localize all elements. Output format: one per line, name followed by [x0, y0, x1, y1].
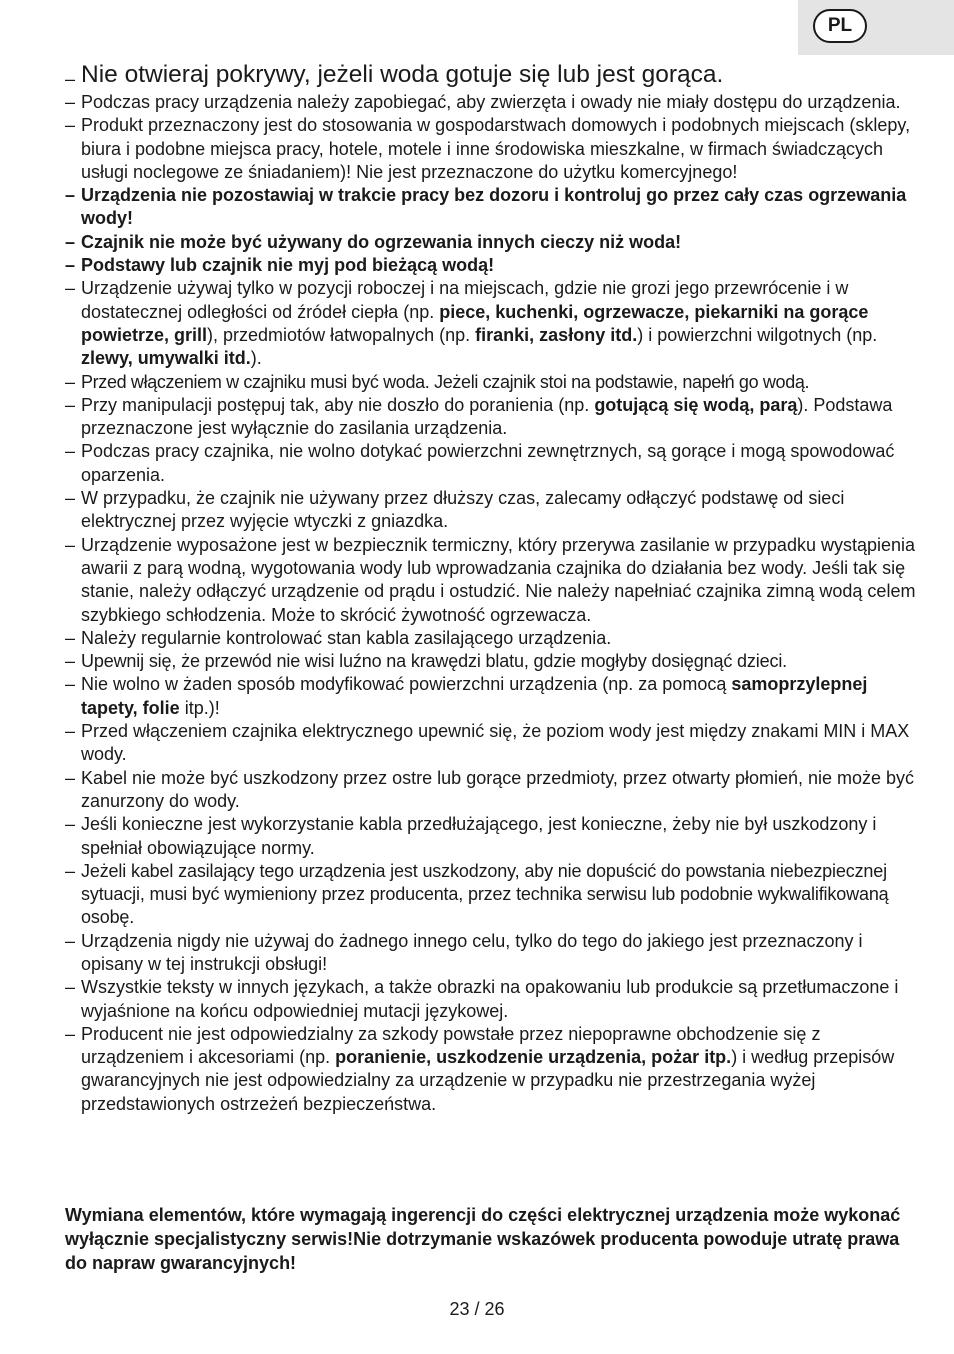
list-item: – Czajnik nie może być używany do ogrzewania innych cieczy niż woda!: [65, 231, 682, 252]
language-tab: [798, 0, 954, 55]
list-item: – Producent nie jest odpowiedzialny za szkody powstałe przez niepoprawne obchodzenie się z urządzeniem i akcesoriami (np. poranienie, uszkodzenie urządzenia, pożar itp.) i według przepisów gwarancyjnych nie jest odpowiedzialny za urządzenie w przypadku nie przestrzegania wyżej przedstawionych ostrzeżeń bezpieczeństwa.: [65, 1023, 895, 1114]
list-item: – Wszystkie teksty w innych językach, a także obrazki na opakowaniu lub produkcie są przetłumaczone i wyjaśnione na końcu odpowiedniej mutacji językowej.: [65, 977, 899, 1021]
list-item: – Urządzenia nigdy nie używaj do żadnego innego celu, tylko do tego do jakiego jest przeznaczony i opisany w tej instrukcji obsługi!: [65, 930, 863, 974]
list-item: – Podczas pracy urządzenia należy zapobiegać, aby zwierzęta i owady nie miały dostępu do urządzenia.: [65, 92, 901, 112]
list-item: – W przypadku, że czajnik nie używany przez dłuższy czas, zalecamy odłączyć podstawę od sieci elektrycznej przez wyjęcie wtyczki z gniazdka.: [65, 488, 845, 532]
list-item: – Podczas pracy czajnika, nie wolno dotykać powierzchni zewnętrznych, są gorące i mogą spowodować oparzenia.: [65, 441, 895, 485]
list-item: – Nie wolno w żaden sposób modyfikować powierzchni urządzenia (np. za pomocą samoprzylepnej tapety, folie itp.)!: [65, 674, 868, 718]
list-item: – Kabel nie może być uszkodzony przez ostre lub gorące przedmioty, przez otwarty płomień, nie może być zanurzony do wody.: [65, 767, 915, 811]
safety-instructions-list: [65, 61, 917, 1116]
list-item: – Urządzenie wyposażone jest w bezpiecznik termiczny, który przerywa zasilanie w przypadku wystąpienia awarii z parą wodną, wygotowania wody lub wprowadzania czajnika do działania bez wody. Jeśli tak się stanie, należy odłączyć urządzenie od prądu i ostudzić. Nie należy napełniać czajnika zimną wodą celem szybkiego schłodzenia. Może to skrócić żywotność ogrzewacza.: [65, 534, 916, 625]
list-item: – Produkt przeznaczony jest do stosowania w gospodarstwach domowych i podobnych miejscach (sklepy, biura i podobne miejsca pracy, hotele, motele i inne środowiska mieszkalne, w firmach świadczących usługi noclegowe ze śniadaniem)! Nie jest przeznaczone do użytku komercyjnego!: [65, 115, 911, 182]
list-item: – Przed włączeniem w czajniku musi być woda. Jeżeli czajnik stoi na podstawie, napełń go wodą.: [65, 371, 810, 392]
page-number: 23 / 26: [449, 1299, 505, 1319]
list-item: – Upewnij się, że przewód nie wisi luźno na krawędzi blatu, gdzie mogłyby dosięgnąć dzieci.: [65, 651, 788, 672]
language-badge: PL: [813, 9, 867, 43]
list-item: – Urządzenia nie pozostawiaj w trakcie pracy bez dozoru i kontroluj go przez cały czas ogrzewania wody!: [65, 185, 907, 229]
list-item: – Należy regularnie kontrolować stan kabla zasilającego urządzenia.: [65, 627, 612, 648]
list-item: – Urządzenie używaj tylko w pozycji roboczej i na miejscach, gdzie nie grozi jego przewrócenie i w dostatecznej odległości od źródeł ciepła (np. piece, kuchenki, ogrzewacze, piekarniki na gorące powietrze, grill), przedmiotów łatwopalnych (np. firanki, zasłony itd.) i powierzchni wilgotnych (np. zlewy, umywalki itd.).: [65, 278, 878, 369]
list-item: – Podstawy lub czajnik nie myj pod bieżącą wodą!: [65, 255, 495, 276]
list-item: – Jeżeli kabel zasilający tego urządzenia jest uszkodzony, aby nie dopuścić do powstania niebezpiecznej sytuacji, musi być wymieniony przez producenta, przez technika serwisu lub podobnie wykwalifikowaną osobę.: [65, 860, 889, 928]
list-item: – Przed włączeniem czajnika elektrycznego upewnić się, że poziom wody jest między znakami MIN i MAX wody.: [65, 721, 910, 765]
warranty-warning: Wymiana elementów, które wymagają ingerencji do części elektrycznej urządzenia może wykonać wyłącznie specjalistyczny serwis!Nie dotrzymanie wskazówek producenta powoduje utratę prawa do napraw gwarancyjnych!: [65, 1205, 901, 1273]
list-item: – Jeśli konieczne jest wykorzystanie kabla przedłużającego, jest konieczne, żeby nie był uszkodzony i spełniał obowiązujące normy.: [65, 814, 877, 858]
list-item: – Nie otwieraj pokrywy, jeżeli woda gotuje się lub jest gorąca.: [65, 61, 724, 89]
list-item: – Przy manipulacji postępuj tak, aby nie doszło do poranienia (np. gotującą się wodą, parą). Podstawa przeznaczone jest wyłącznie do zasilania urządzenia.: [65, 394, 893, 439]
